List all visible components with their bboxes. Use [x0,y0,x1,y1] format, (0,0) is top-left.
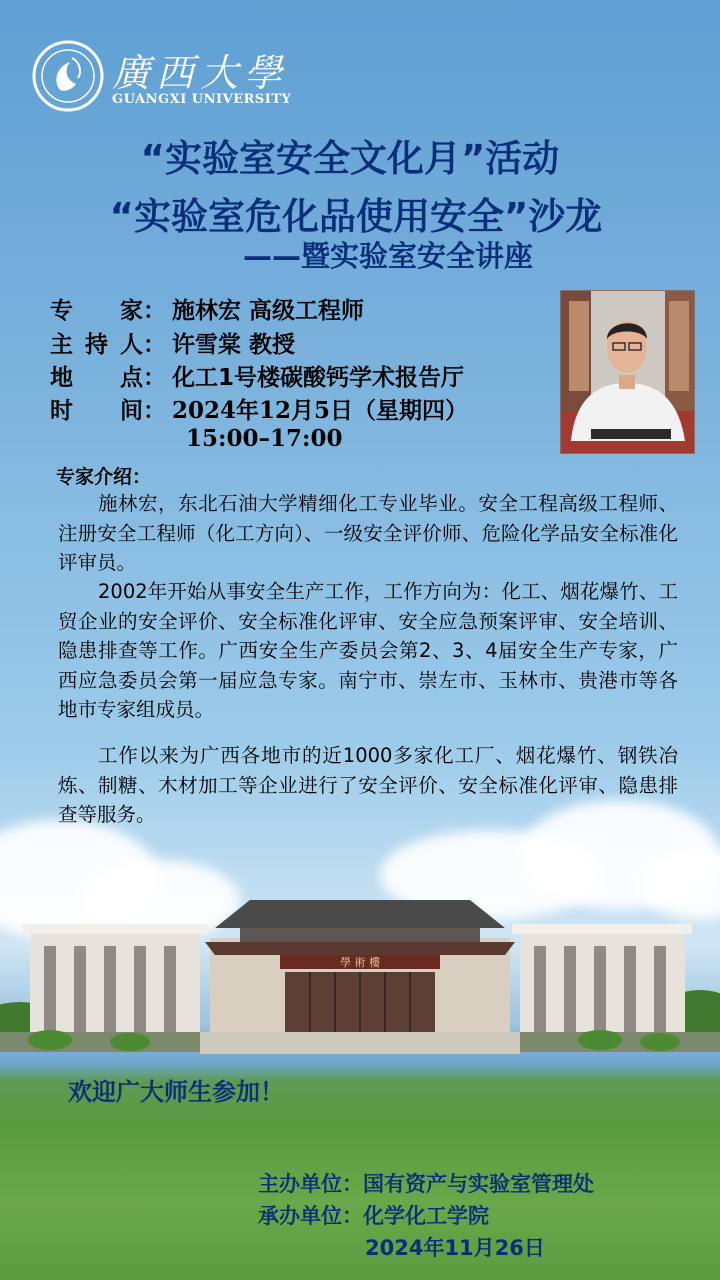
expert-value: 施林宏 高级工程师 [172,298,365,324]
expert-row [50,292,364,325]
intro-paragraph-1: 施林宏，东北石油大学精细化工专业毕业。安全工程高级工程师、注册安全工程师（化工方向）、一级安全评价师、危险化学品安全标准化评审员。 [58,492,678,574]
intro-paragraph-2: 2002年开始从事安全生产工作，工作方向为：化工、烟花爆竹、工贸企业的安全评价、安全标准化评审、安全应急预案评审、安全培训、隐患排查等工作。广西安全生产委员会第2、3、4届安全生产专家，广西应急委员会第一届应急专家。南宁市、崇左市、玉林市、贵港市等各地市专家组成员。 [58,580,678,721]
host-organizer: 主办单位：国有资产与实验室管理处 [258,1172,594,1196]
place-value: 化工1号楼碳酸钙学术报告厅 [172,365,465,391]
title-line-2: “实验室危化品使用安全”沙龙 [109,195,603,238]
time-row [50,392,468,425]
place-label: 地 点： [50,365,166,391]
intro-heading: 专家介绍： [56,466,152,488]
expert-label: 专 家： [50,298,166,324]
university-name-en: GUANGXI UNIVERSITY [112,92,292,107]
expert-photo [560,290,695,454]
time-value-2: 15:00–17:00 [186,425,343,452]
intro-paragraph-3: 工作以来为广西各地市的近1000多家化工厂、烟花爆竹、钢铁冶炼、制糖、木材加工等企业进行了安全评价、安全标准化评审、隐患排查等服务。 [58,744,678,826]
place-row [50,359,464,392]
host-label: 主 持 人： [50,332,166,358]
welcome-text: 欢迎广大师生参加！ [68,1078,284,1106]
university-name-cn: 廣西大學 [112,51,289,95]
building-sign: 學 術 樓 [340,956,380,969]
university-seal-icon [32,40,104,112]
building-illustration [0,880,720,1070]
title-line-3: ——暨实验室安全讲座 [242,239,533,273]
undertake-organizer: 承办单位：化学化工学院 [258,1204,489,1228]
host-value: 许雪棠 教授 [172,332,296,358]
portrait-image [561,291,694,453]
time-value: 2024年12月5日（星期四） [172,397,469,424]
title-line-1: “实验室安全文化月”活动 [140,137,560,180]
time-label: 时 间： [50,398,166,424]
host-row [50,326,295,359]
release-date: 2024年11月26日 [365,1236,545,1260]
